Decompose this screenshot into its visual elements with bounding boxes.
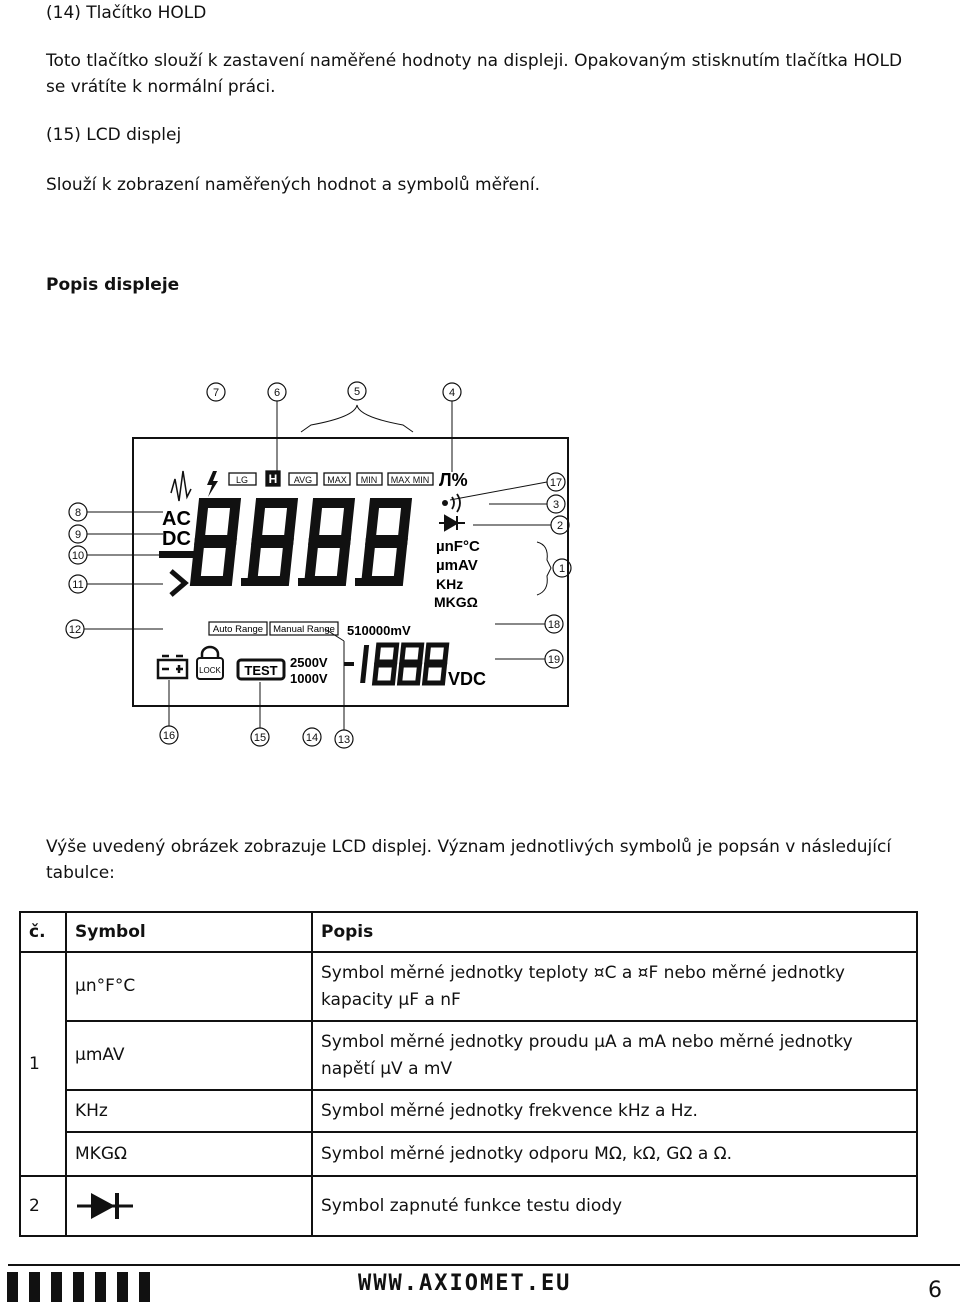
row-number: 1 (20, 952, 66, 1176)
paragraph-lcd: Slouží k zobrazení naměřených hodnot a symbolů měření. (46, 175, 541, 195)
table-row (20, 1132, 917, 1176)
v1000-label: 1000V (290, 671, 328, 686)
callout-13: 13 (337, 734, 351, 746)
page-number: 6 (928, 1278, 942, 1303)
callout-3: 3 (552, 499, 560, 511)
sub-digits (363, 645, 447, 683)
main-digits (195, 503, 406, 581)
diode-icon (77, 1191, 133, 1221)
section-title: Popis displeje (46, 275, 180, 295)
footer-website: WWW.AXIOMET.EU (358, 1271, 572, 1296)
battery-icon (158, 656, 187, 678)
avg-label: AVG (293, 475, 313, 485)
test-label: TEST (244, 663, 278, 678)
lg-label: LG (235, 475, 249, 485)
row-description: Symbol měrné jednotky odporu MΩ, kΩ, GΩ a Ω. (312, 1132, 917, 1176)
table-row (20, 952, 917, 1021)
dc-label: DC (162, 528, 191, 550)
symbol-table (19, 911, 918, 1237)
row-description: Symbol měrné jednotky teploty ¤C a ¤F nebo měrné jednotky kapacity µF a nF (312, 952, 917, 1021)
table-header-row (20, 912, 917, 952)
duty-cycle-label: Л% (439, 470, 468, 490)
row-symbol (66, 1176, 312, 1236)
callout-15: 15 (253, 732, 267, 744)
callout-19: 19 (547, 654, 561, 666)
header-number: č. (20, 912, 66, 952)
footer-rule (8, 1264, 960, 1266)
heading-lcd: (15) LCD displej (46, 125, 182, 145)
minus-sign (159, 551, 195, 558)
callout-5: 5 (353, 386, 361, 398)
callout-11: 11 (72, 579, 84, 591)
callout-2: 2 (556, 520, 564, 532)
vdc-label: VDC (448, 669, 487, 689)
sub-minus (344, 662, 354, 666)
maxmin-label: MAX MIN (390, 475, 430, 485)
waveform-icon (171, 471, 191, 501)
units-temp-cap: µnF°C (436, 538, 480, 555)
row-symbol: KHz (66, 1090, 312, 1132)
callout-4: 4 (448, 387, 456, 399)
units-resistance: MKGΩ (434, 594, 478, 610)
row-number: 2 (20, 1176, 66, 1236)
lightning-icon (207, 471, 218, 497)
row-description: Symbol měrné jednotky frekvence kHz a Hz. (312, 1090, 917, 1132)
row-description: Symbol zapnuté funkce testu diody (312, 1176, 917, 1236)
heading-hold: (14) Tlačítko HOLD (46, 3, 207, 23)
manual-range-label: Manual Range (273, 624, 335, 635)
callout-8: 8 (74, 507, 82, 519)
mv-range-label: 510000mV (347, 623, 411, 638)
max-label: MAX (327, 475, 347, 485)
lock-icon (197, 647, 223, 679)
table-row (20, 1176, 917, 1236)
callout-6: 6 (273, 387, 281, 399)
arrow-indicator (171, 571, 185, 595)
callout-7: 7 (212, 387, 220, 399)
auto-range-label: Auto Range (212, 624, 264, 635)
hold-label: H (268, 472, 278, 486)
callout-16: 16 (162, 730, 176, 742)
paragraph-after-diagram: Výše uvedený obrázek zobrazuje LCD displej. Význam jednotlivých symbolů je popsán v následující tabulce: (46, 837, 892, 883)
min-label: MIN (360, 475, 378, 485)
callout-1: 1 (558, 563, 566, 575)
paragraph-hold: Toto tlačítko slouží k zastavení naměřené hodnoty na displeji. Opakovaným stisknutím tlačítka HOLD se vrátíte k normální práci. (46, 51, 903, 97)
callout-17: 17 (549, 477, 563, 489)
header-description: Popis (312, 912, 917, 952)
table-row (20, 1021, 917, 1090)
row-symbol: MKGΩ (66, 1132, 312, 1176)
row-description: Symbol měrné jednotky proudu µA a mA nebo měrné jednotky napětí µV a mV (312, 1021, 917, 1090)
callout-10: 10 (71, 550, 85, 562)
lcd-diagram (55, 375, 595, 765)
continuity-icon (442, 494, 460, 512)
footer-barcode-decoration (7, 1272, 161, 1302)
callout-12: 12 (68, 624, 82, 636)
row-symbol: µn°F°C (66, 952, 312, 1021)
callout-9: 9 (74, 529, 82, 541)
units-current-voltage: µmAV (436, 557, 478, 574)
callout-14: 14 (305, 732, 319, 744)
svg-text:LOCK: LOCK (199, 666, 221, 675)
diode-icon (439, 516, 465, 530)
ac-label: AC (162, 508, 191, 530)
callout-18: 18 (547, 619, 561, 631)
header-symbol: Symbol (66, 912, 312, 952)
table-row (20, 1090, 917, 1132)
units-frequency: KHz (436, 576, 464, 592)
row-symbol: µmAV (66, 1021, 312, 1090)
v2500-label: 2500V (290, 655, 328, 670)
